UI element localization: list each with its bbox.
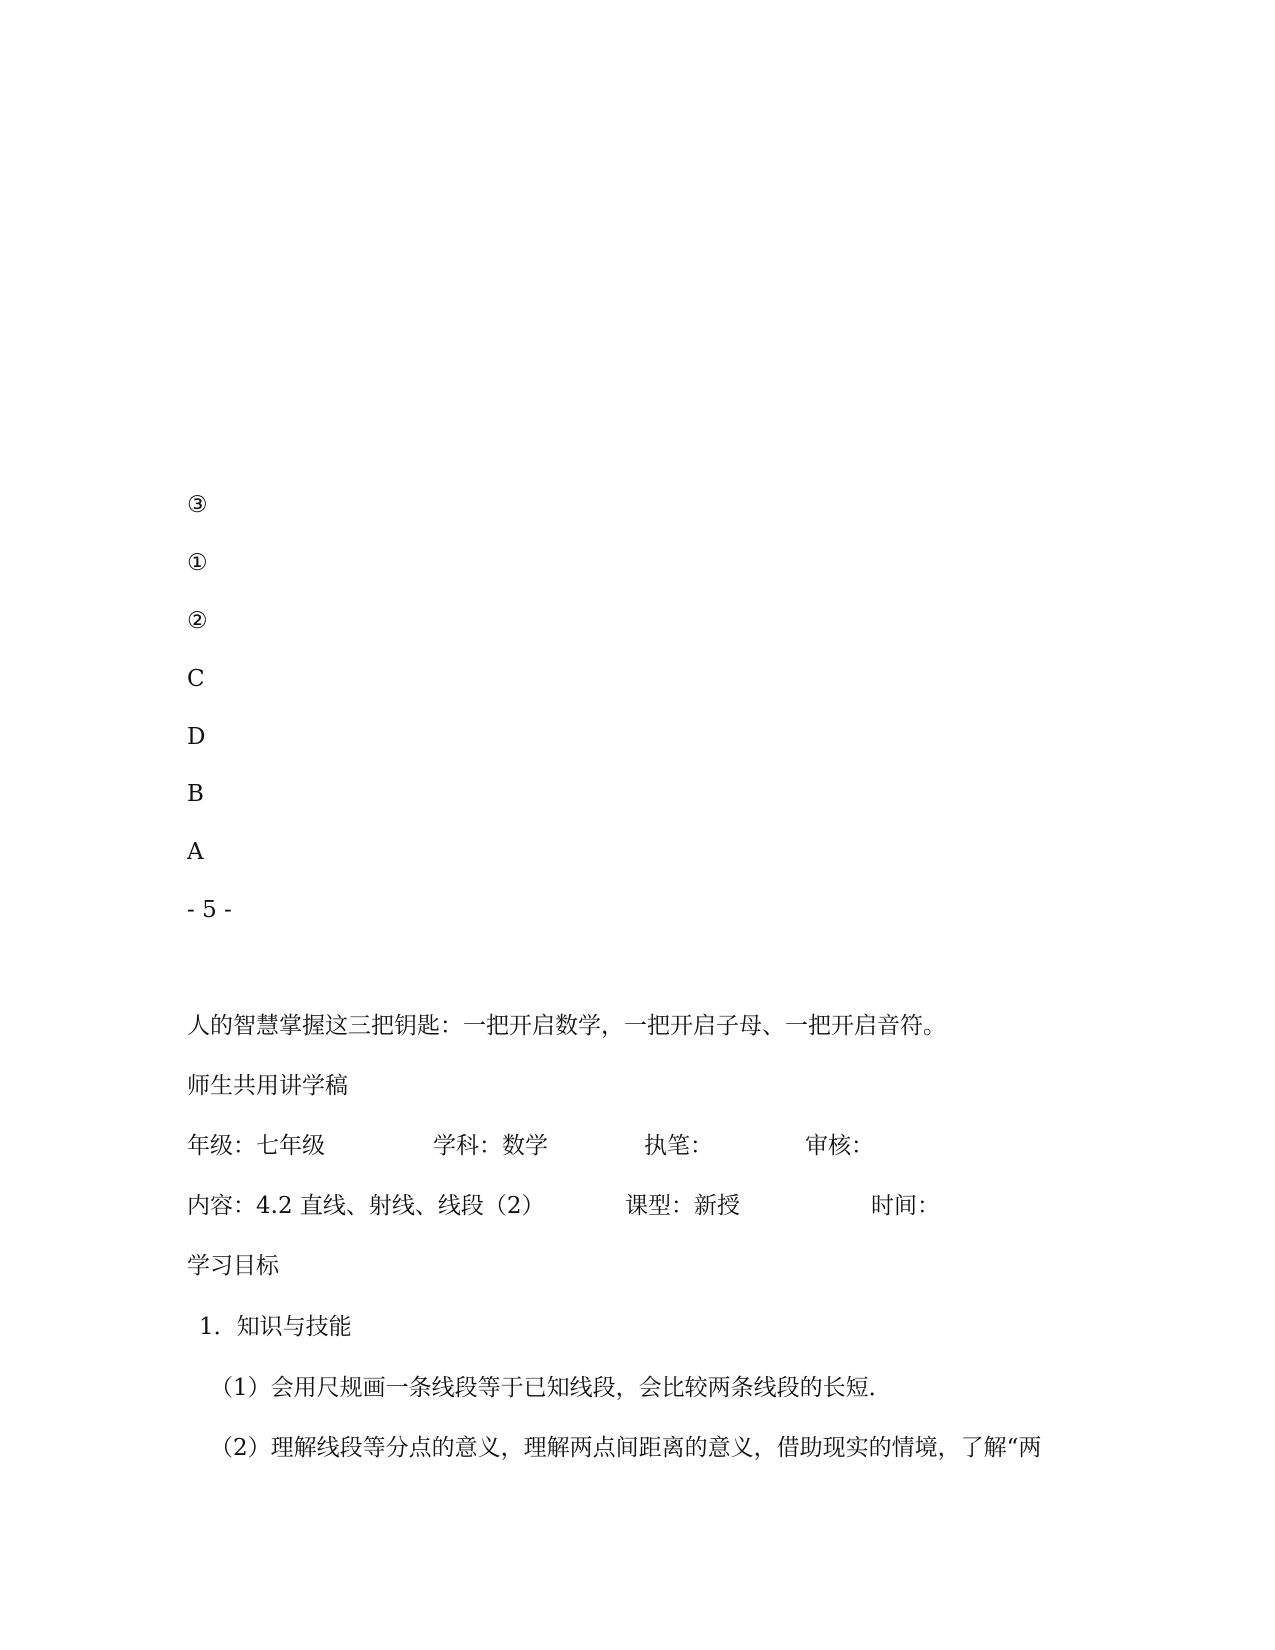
grade-field: 年级：七年级 <box>187 1133 325 1159</box>
meta-row-content <box>0 1191 1275 1221</box>
time-field: 时间： <box>871 1193 940 1219</box>
figure-label-circled-2: ② <box>187 608 208 634</box>
figure-label-point-c: C <box>187 666 205 692</box>
lesson-type-field: 课型：新授 <box>625 1193 740 1219</box>
subject-field: 学科：数学 <box>433 1133 548 1159</box>
goal-item-1: 1．知识与技能 <box>199 1314 352 1340</box>
figure-label-circled-3: ③ <box>187 492 208 518</box>
content-field: 内容：4.2 直线、射线、线段（2） <box>187 1193 545 1219</box>
motto-quote: 人的智慧掌握这三把钥匙：一把开启数学，一把开启子母、一把开启音符。 <box>187 1013 946 1039</box>
author-field: 执笔： <box>644 1133 713 1159</box>
figure-label-point-a: A <box>187 839 204 865</box>
figure-label-point-b: B <box>187 781 204 807</box>
document-title: 师生共用讲学稿 <box>187 1073 348 1099</box>
page-number: - 5 - <box>187 897 232 923</box>
figure-label-circled-1: ① <box>187 550 208 576</box>
meta-row-grade <box>0 1131 1275 1161</box>
goal-item-1b: （2）理解线段等分点的意义，理解两点间距离的意义，借助现实的情境，了解“两 <box>210 1435 1042 1461</box>
reviewer-field: 审核： <box>805 1133 874 1159</box>
goal-item-1a: （1）会用尺规画一条线段等于已知线段，会比较两条线段的长短． <box>210 1375 892 1401</box>
figure-label-point-d: D <box>187 724 206 750</box>
goals-heading: 学习目标 <box>187 1253 279 1279</box>
